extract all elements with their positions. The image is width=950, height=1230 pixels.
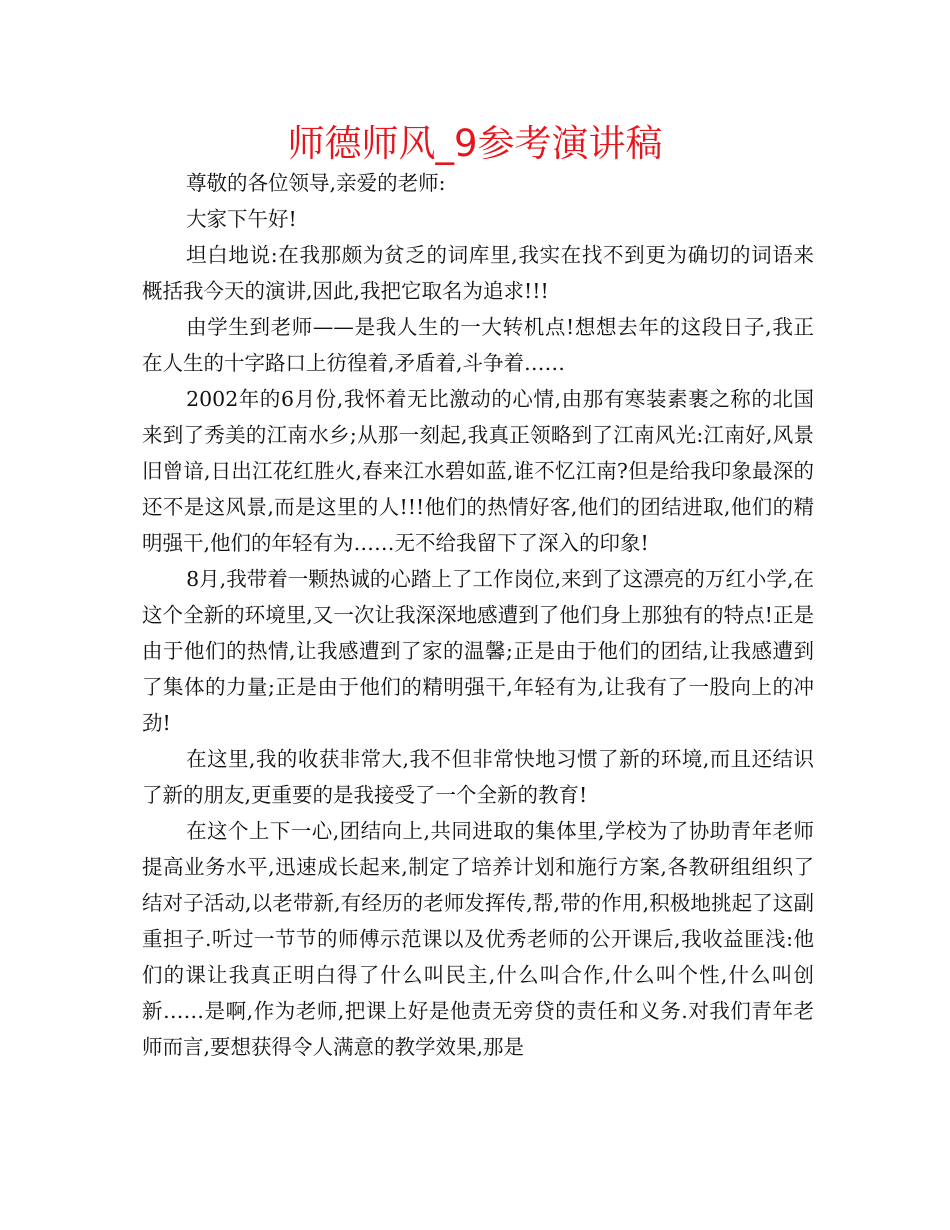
- paragraph-greeting: 尊敬的各位领导,亲爱的老师:: [186, 171, 446, 195]
- paragraph: 2002年的6月份,我怀着无比激动的心情,由那有寒装素裹之称的北国来到了秀美的江南水乡;从那一刻起,我真正领略到了江南风光:江南好,风景旧曾谙,日出江花红胜火,春来江水碧如蓝,谁不忆江南?但是给我印象最深的还不是这风景,而是这里的人!!!他们的热情好客,他们的团结进取,他们的精明强干,他们的年轻有为……无不给我留下了深入的印象!: [142, 387, 814, 555]
- document-body: [142, 165, 814, 1065]
- paragraph: 在这个上下一心,团结向上,共同进取的集体里,学校为了协助青年老师提高业务水平,迅速成长起来,制定了培养计划和施行方案,各教研组组织了结对子活动,以老带新,有经历的老师发挥传,帮,带的作用,积极地挑起了这副重担子.听过一节节的师傅示范课以及优秀老师的公开课后,我收益匪浅:他们的课让我真正明白得了什么叫民主,什么叫合作,什么叫个性,什么叫创新……是啊,作为老师,把课上好是他责无旁贷的责任和义务.对我们青年老师而言,要想获得令人满意的教学效果,那是: [142, 819, 814, 1059]
- paragraph-salutation: 大家下午好!: [186, 207, 297, 231]
- paragraph: 坦白地说:在我那颇为贫乏的词库里,我实在找不到更为确切的词语来概括我今天的演讲,因此,我把它取名为追求!!!: [142, 243, 814, 303]
- paragraph: 8月,我带着一颗热诚的心踏上了工作岗位,来到了这漂亮的万红小学,在这个全新的环境里,又一次让我深深地感遭到了他们身上那独有的特点!正是由于他们的热情,让我感遭到了家的温馨;正是由于他们的团结,让我感遭到了集体的力量;正是由于他们的精明强干,年轻有为,让我有了一股向上的冲劲!: [142, 567, 814, 735]
- document-title: 师德师风_9参考演讲稿: [287, 122, 663, 165]
- paragraph: 由学生到老师——是我人生的一大转机点!想想去年的这段日子,我正在人生的十字路口上彷徨着,矛盾着,斗争着……: [142, 315, 814, 375]
- paragraph: 在这里,我的收获非常大,我不但非常快地习惯了新的环境,而且还结识了新的朋友,更重要的是我接受了一个全新的教育!: [142, 747, 814, 807]
